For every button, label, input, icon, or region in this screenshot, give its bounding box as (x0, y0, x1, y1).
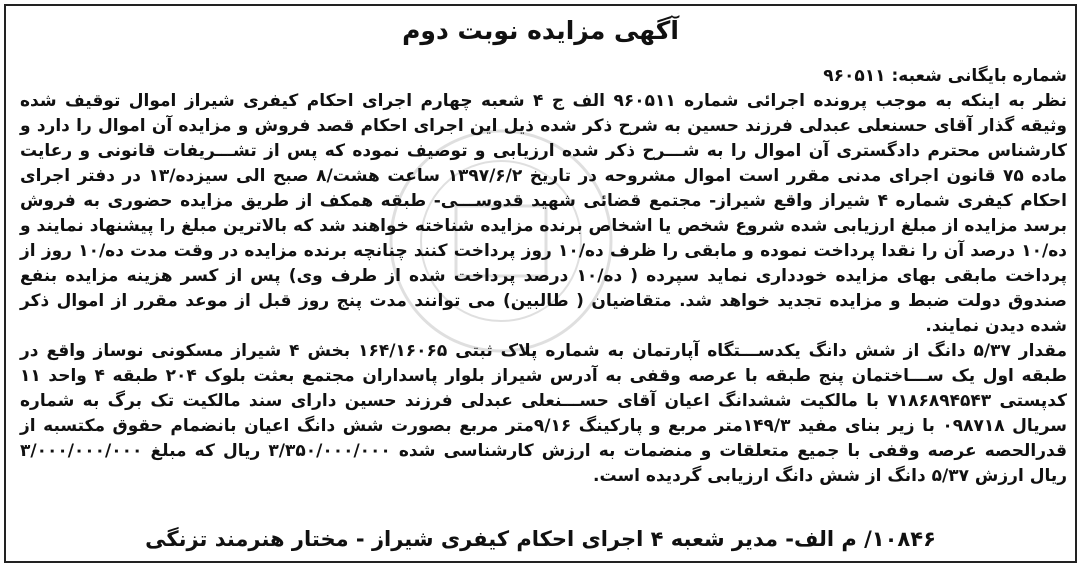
notice-body (20, 64, 1067, 489)
notice-frame (4, 4, 1077, 563)
notice-paragraph-property: مقدار ۵/۳۷ دانگ از شش دانگ یکدســـتگاه آپارتمان به شماره پلاک ثبتی ۱۶۴/۱۶۰۶۵ بخش ۴ شیراز مسکونی نوساز واقع در طبقه اول یک ســـاختمان پنج طبقه با عرصه وقفی به آدرس شیراز بلوار پاسداران مجتمع بعثت بلوک ۲۰۴ طبقه ۴ واحد ۱۱ کدپستی ۷۱۸۶۸۹۴۵۴۳ با مالکیت ششدانگ اعیان آقای حســـنعلی عبدلی فرزند حسین دارای سند مالکیت تک برگ به شماره سریال ۰۹۸۷۱۸ با زیر بنای مفید ۱۴۹/۳متر مربع و پارکینگ ۹/۱۶متر مربع بصورت شش دانگ اعیان بانضمام حقوق مکتسبه از قدرالحصه عرصه وقفی با جمیع متعلقات و منضمات به ارزش کارشناسی شده ۳/۳۵۰/۰۰۰/۰۰۰ ریال که مبلغ ۳/۰۰۰/۰۰۰/۰۰۰ ریال ارزش ۵/۳۷ دانگ از شش دانگ ارزیابی گردیده است. (20, 341, 1068, 486)
notice-title: آگهی مزایده نوبت دوم (402, 16, 679, 45)
notice-footer-signature: ۱۰۸۴۶/ م الف- مدیر شعبه ۴ اجرای احکام کیفری شیراز - مختار هنرمند تزنگی (145, 527, 936, 551)
notice-paragraph-terms: نظر به اینکه به موجب پرونده اجرائی شماره ۹۶۰۵۱۱ الف ج ۴ شعبه چهارم اجرای احکام کیفری شیراز اموال توقیف شده وثیقه گذار آقای حسنعلی عبدلی فرزند حسین به شرح ذکر شده ذیل این اجرای احکام قصد فروش و مزایده آن اموال را دارد و کارشناس محترم دادگستری آن اموال را به شـــرح ذکر شده ارزیابی و توصیف نموده که پس از تشـــریفات قانونی و رعایت ماده ۷۵ قانون اجرای مدنی مقرر است اموال مشروحه در تاریخ ۱۳۹۷/۶/۲ ساعت هشت/۸ صبح الی سیزده/۱۳ در دفتر اجرای احکام کیفری شماره ۴ شیراز واقع شیراز- مجتمع قضائی شهید قدوســـی- طبقه همکف از طریق مزایده حضوری به فروش برسد مزایده از مبلغ ارزیابی شده شروع شخص یا اشخاص برنده مزایده شناخته خواهند شد که بالاترین مبلغ را پیشنهاد نمایند و ده/۱۰ درصد آن را نقدا پرداخت نموده و مابقی را ظرف ده/۱۰ روز پرداخت کنند چنانچه برنده مزایده در وقت مدت ده/۱۰ روز از پرداخت مابقی بهای مزایده خودداری نماید سپرده ( ده/۱۰ درصد پرداخت شده از طرف وی) پس از کسر هزینه مزایده بنفع صندوق دولت ضبط و مزایده تجدید خواهد شد. متقاضیان ( طالبین) می توانند مدت پنج روز قبل از موعد مقرر از اموال ذکر شده دیدن نمایند. (20, 91, 1068, 336)
archive-number: شماره بایگانی شعبه: ۹۶۰۵۱۱ (823, 66, 1067, 86)
